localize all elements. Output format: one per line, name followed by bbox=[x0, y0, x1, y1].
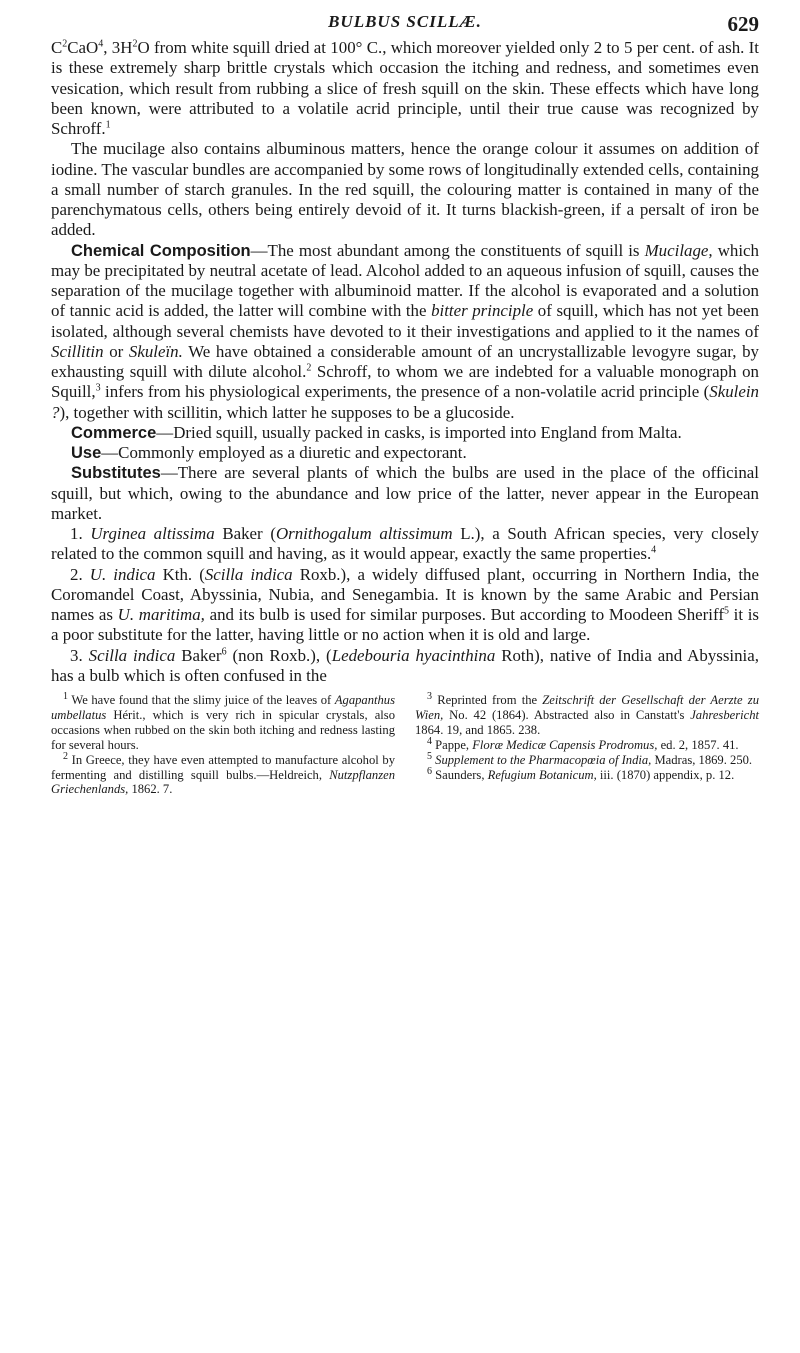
text-run: Hérit., which is very rich in spicular crystals, also occasions when rubbed on the skin both itching and redness lasting for several hours. bbox=[51, 707, 395, 752]
footnote-number: 5 bbox=[427, 750, 432, 762]
italic-term: bitter principle bbox=[431, 301, 534, 321]
text-run: which may be precipitated by neutral acetate of lead. Alcohol added to an aqueous infusion of squill, causes the separation of the mucilage together with albuminoid matter. If the alcohol is evaporated and a solution of tannic acid is added, the latter will combine with the bbox=[51, 240, 759, 321]
subscript-number: 2 bbox=[62, 38, 68, 50]
footnote-number: 3 bbox=[427, 690, 432, 702]
list-number: 3. bbox=[70, 645, 89, 665]
text-run: CaO bbox=[67, 38, 99, 57]
footnote bbox=[51, 750, 395, 798]
italic-title: Floræ Medicæ Capensis Prodromus, bbox=[472, 737, 658, 752]
list-item bbox=[51, 565, 759, 646]
italic-term: Scillitin bbox=[51, 341, 104, 361]
species-name: Scilla indica bbox=[88, 645, 176, 665]
footnote bbox=[415, 735, 759, 753]
italic-term: Mucilage, bbox=[644, 240, 713, 260]
footnotes bbox=[51, 690, 759, 797]
text-run: infers from his physiological experiments, the presence of a non-volatile acrid principle ( bbox=[100, 382, 710, 402]
list-item bbox=[51, 524, 759, 565]
text-run: Roxb.), a widely diffused plant, occurring in Northern India, the Coromandel Coast, Abyssinia, Nubia, and Senegambia. It is known by the same Arabic and Persian names as bbox=[51, 564, 759, 624]
italic-title: Refugium Botanicum, bbox=[487, 767, 597, 782]
list-item bbox=[51, 646, 759, 687]
footnote-ref: 2 bbox=[306, 362, 312, 374]
text-run: O from white squill dried at 100° C., which moreover yielded only 2 to 5 per cent. of ash. It is these extremely sharp brittle crystals which occasion the itching and redness, and sometimes even vesication, which result from rubbing a slice of fresh squill on the skin. These effects which have long been known, were attributed to a volatile acrid principle, until their true cause was recognized by Schroff. bbox=[51, 38, 759, 138]
paragraph-mucilage: The mucilage also contains albuminous matters, hence the orange colour it assumes on addition of iodine. The vascular bundles are accompanied by some rows of longitudinally extended cells, containing a small number of starch granules. In the red squill, the colouring matter is contained in many of the parenchymatous cells, others being entirely devoid of it. It turns blackish-green, if a persalt of iron be added. bbox=[51, 139, 759, 240]
italic-term: Agapanthus umbellatus bbox=[51, 693, 395, 722]
synonym-name: Ornithogalum altissimum bbox=[275, 524, 453, 543]
text-run: In Greece, they have even attempted to manufacture alcohol by fermenting and distilling squill bulbs.—Heldreich, bbox=[51, 752, 395, 782]
text-run: We have obtained a considerable amount of an uncrystallizable levogyre sugar, by exhausting squill with dilute alcohol. bbox=[51, 341, 759, 381]
footnote-number: 6 bbox=[427, 765, 432, 777]
italic-title: Jahresbericht bbox=[690, 707, 759, 722]
footnote-column-right bbox=[415, 690, 759, 797]
text-run: of squill, which has not yet been isolated, although several chemists have devoted to it their investigations and applied to it the names of bbox=[51, 301, 759, 341]
text-run: —There are several plants of which the bulbs are used in the place of the officinal squill, but which, owing to the abundance and low price of the latter, never appear in the European market. bbox=[51, 463, 759, 523]
text-run: iii. (1870) appendix, p. 12. bbox=[596, 767, 735, 782]
italic-title: Nutzpflanzen Griechenlands, bbox=[51, 767, 395, 797]
section-heading: Substitutes bbox=[71, 464, 161, 483]
footnote-ref: 3 bbox=[95, 382, 101, 394]
synonym-name: Ledebouria hyacinthina bbox=[331, 645, 496, 665]
text-run: and its bulb is used for similar purposes. But according to Moodeen Sheriff bbox=[204, 605, 724, 624]
running-head: BULBUS SCILLÆ. bbox=[328, 12, 482, 31]
text-run: Reprinted from the bbox=[432, 693, 543, 707]
text-run: L.), a South African species, very closely related to the common squill and having, as it would appear, exactly the same properties. bbox=[51, 524, 759, 564]
text-run: ed. 2, 1857. 41. bbox=[657, 737, 739, 752]
text-run: Kth. ( bbox=[155, 564, 205, 584]
footnote-column-left bbox=[51, 690, 395, 797]
synonym-name: Scilla indica bbox=[204, 564, 293, 584]
text-run: Saunders, bbox=[432, 767, 488, 782]
list-number: 1. bbox=[70, 524, 91, 543]
text-run: or bbox=[103, 341, 129, 361]
text-run: Pappe, bbox=[432, 737, 473, 752]
text-run: We have found that the slimy juice of the leaves of bbox=[68, 693, 335, 707]
species-name: U. indica bbox=[89, 564, 156, 584]
italic-term: Skuleïn. bbox=[128, 341, 183, 361]
text-run: C bbox=[51, 38, 63, 57]
page-number: 629 bbox=[727, 12, 759, 36]
text-run: 1862. 7. bbox=[128, 782, 173, 797]
species-name: Urginea altissima bbox=[90, 524, 215, 543]
text-run: Schroff, to whom we are indebted for a valuable monograph on Squill, bbox=[51, 362, 759, 402]
footnote bbox=[415, 765, 759, 783]
paragraph-chemical-composition bbox=[51, 241, 759, 423]
text-run: —Commonly employed as a diuretic and expectorant. bbox=[101, 443, 467, 462]
page-header bbox=[51, 12, 759, 36]
text-run: —Dried squill, usually packed in casks, is imported into England from Malta. bbox=[156, 422, 682, 442]
text-run: Baker bbox=[175, 645, 222, 665]
section-heading: Use bbox=[71, 444, 102, 462]
footnote-ref: 6 bbox=[221, 645, 227, 657]
footnote-ref: 1 bbox=[105, 119, 111, 131]
text-run: , 3H bbox=[103, 38, 133, 57]
text-run: ), together with scillitin, which latter he supposes to be a glucoside. bbox=[59, 402, 515, 422]
section-heading: Commerce bbox=[71, 423, 157, 442]
italic-term: Skulein ? bbox=[51, 382, 759, 422]
footnote bbox=[415, 690, 759, 738]
text-run: Madras, 1869. 250. bbox=[651, 752, 753, 767]
paragraph-substitutes bbox=[51, 463, 759, 524]
footnote bbox=[415, 750, 759, 768]
section-heading: Chemical Composition bbox=[71, 241, 251, 260]
paragraph-commerce bbox=[51, 423, 759, 443]
footnote-number: 1 bbox=[63, 690, 68, 702]
footnote-ref: 4 bbox=[651, 544, 657, 556]
italic-title: Zeitschrift der Gesellschaft der Aerzte zu Wien, bbox=[415, 693, 759, 722]
list-number: 2. bbox=[70, 564, 90, 584]
footnote-number: 4 bbox=[427, 735, 432, 747]
paragraph-use bbox=[51, 443, 759, 463]
superscript-number: 4 bbox=[98, 38, 104, 50]
superscript-number: 2 bbox=[132, 38, 138, 50]
footnote-number: 2 bbox=[63, 750, 68, 762]
text-run: (non Roxb.), ( bbox=[226, 645, 332, 665]
footnote-ref: 5 bbox=[723, 605, 729, 617]
text-run: Roth), native of India and Abyssinia, has a bulb which is often confused in the bbox=[51, 645, 759, 685]
italic-title: Supplement to the Pharmacopœia of India, bbox=[435, 752, 652, 767]
species-name: U. maritima, bbox=[117, 605, 205, 624]
text-run: —The most abundant among the constituents of squill is bbox=[250, 240, 645, 260]
footnote bbox=[51, 690, 395, 753]
main-text bbox=[51, 38, 759, 686]
text-run: it is a poor substitute for the latter, having little or no action when it is old and large. bbox=[51, 605, 759, 645]
paragraph-crystals bbox=[51, 38, 759, 139]
text-run: Baker ( bbox=[214, 524, 276, 543]
text-run: No. 42 (1864). Abstracted also in Canstatt's bbox=[443, 707, 691, 722]
text-run: 1864. 19, and 1865. 238. bbox=[415, 722, 541, 737]
